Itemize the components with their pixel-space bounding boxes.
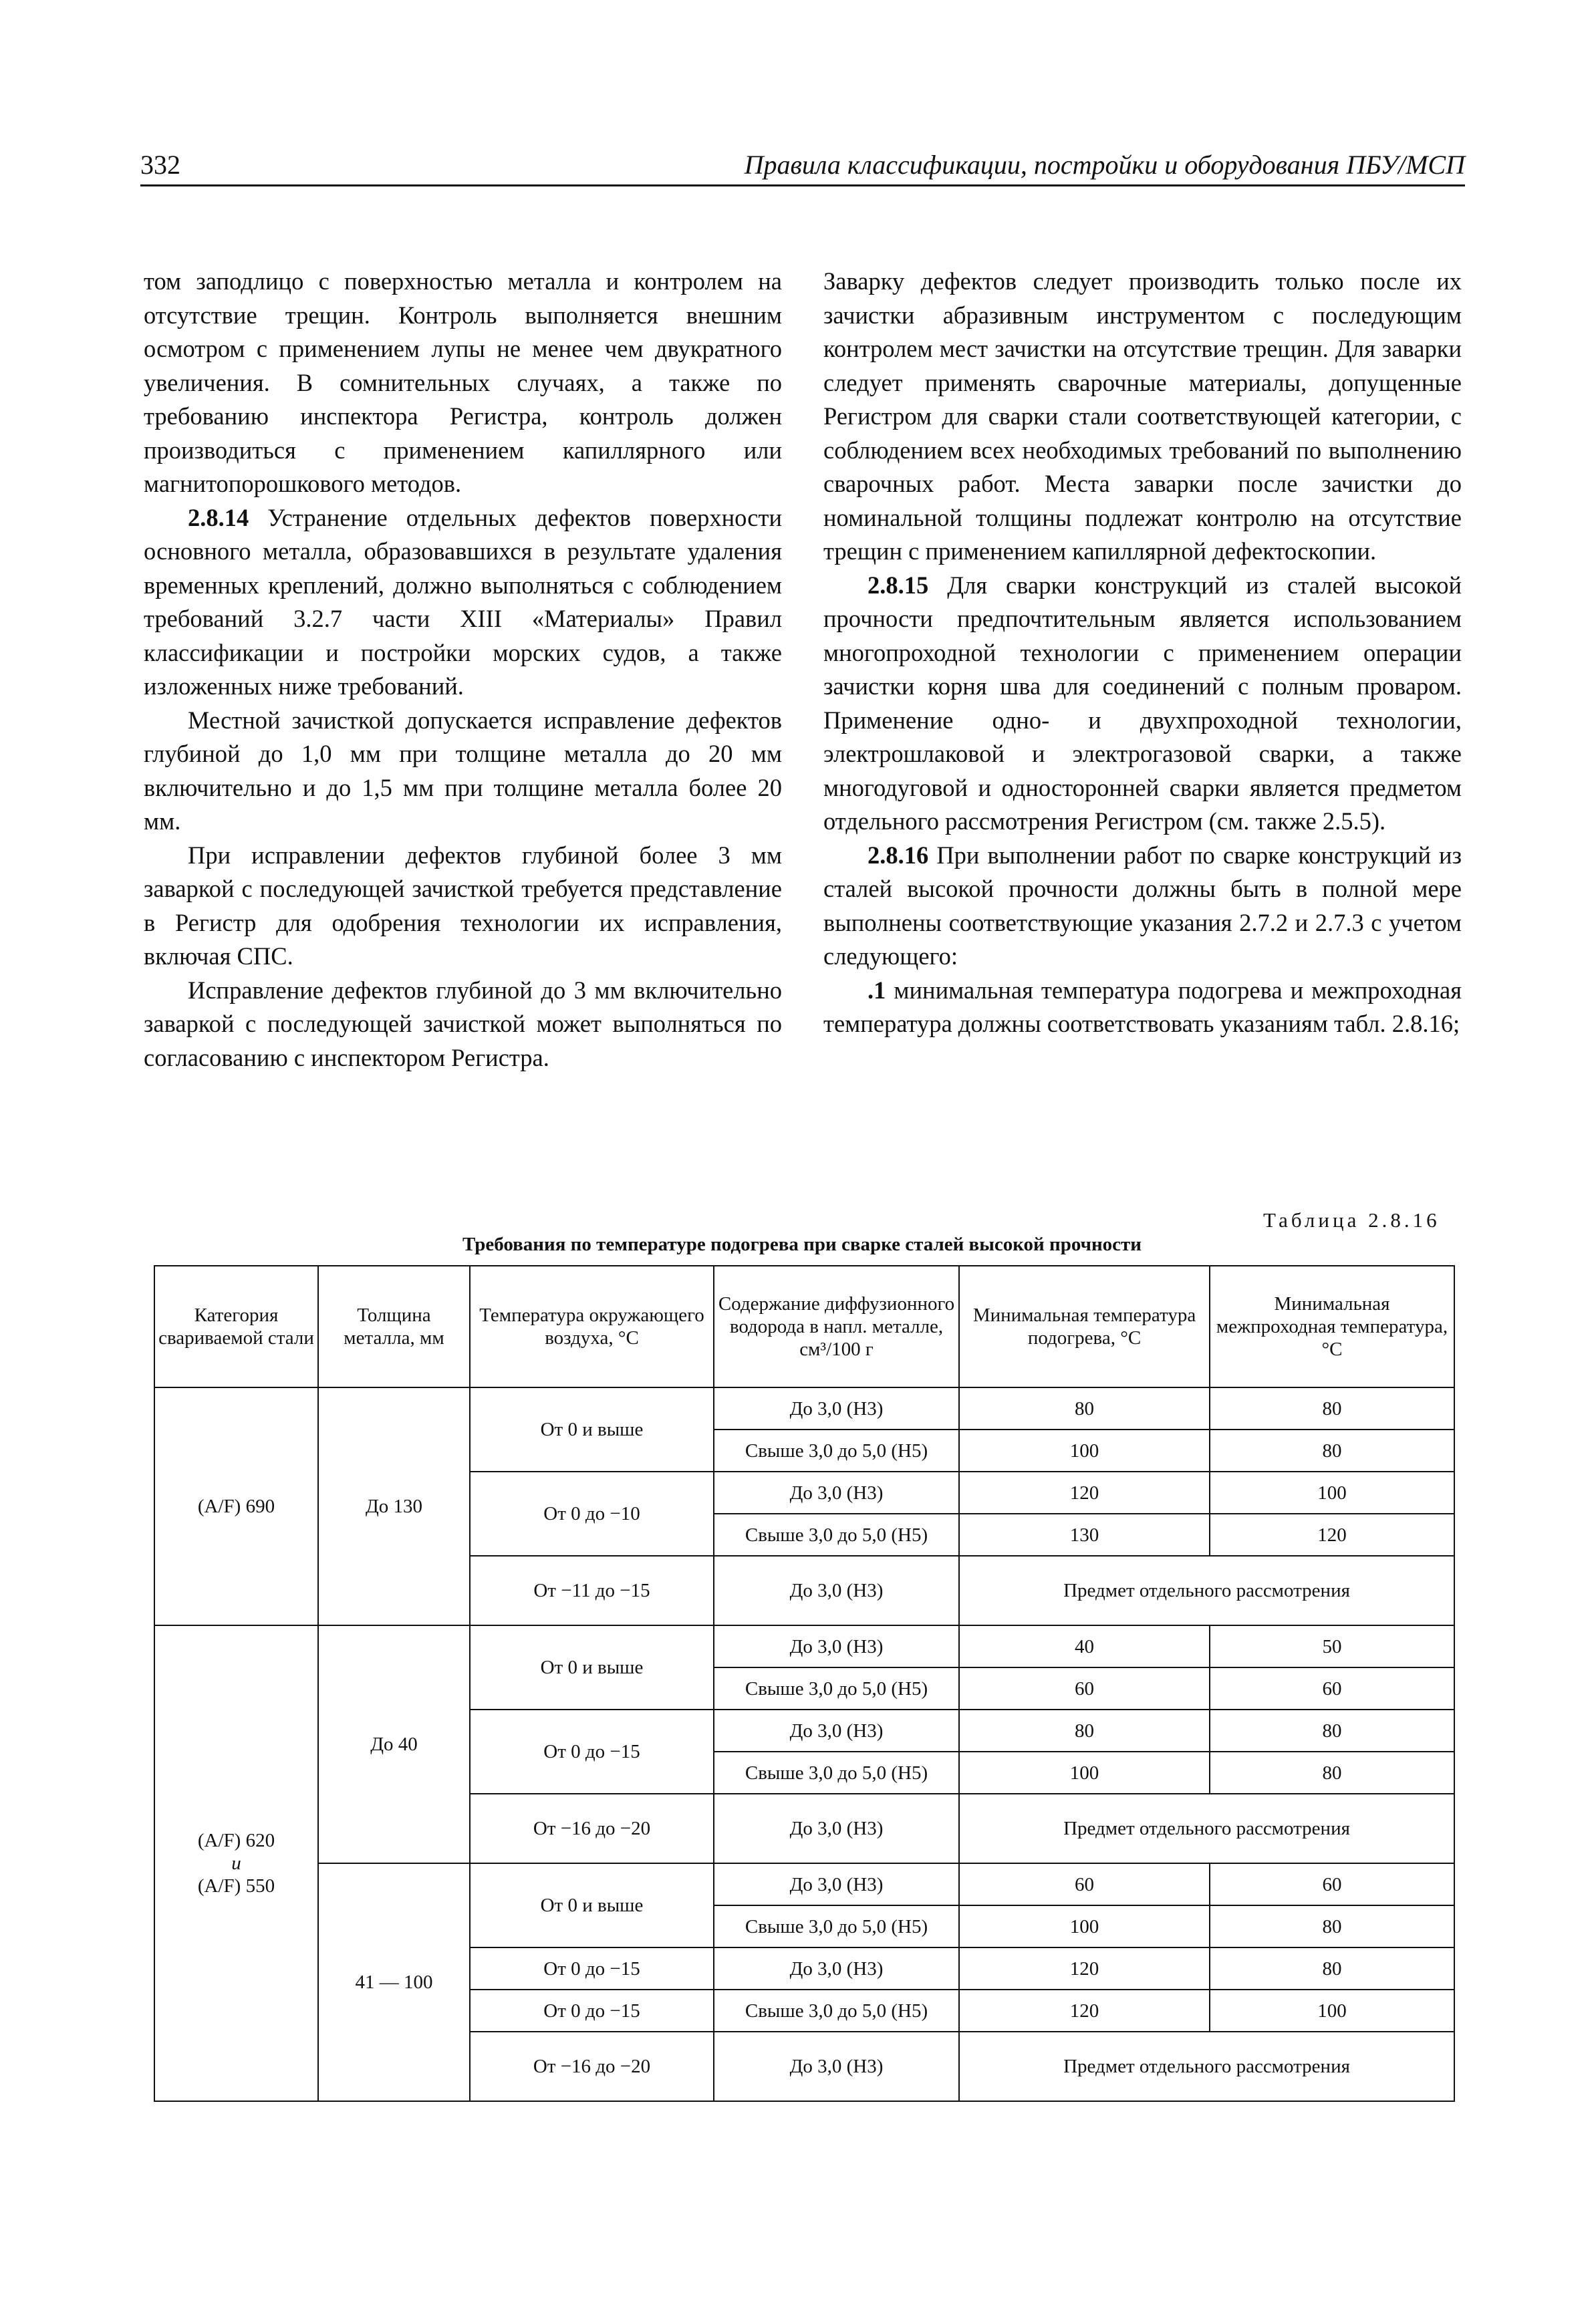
cell-hydrogen: До 3,0 (H3): [714, 2032, 959, 2101]
header-thickness: Толщина металла, мм: [318, 1266, 470, 1387]
item-text: минимальная температура подогрева и межпроходная температура должны соответствовать указаниям табл. 2.8.16;: [823, 976, 1462, 1037]
cell-interpass: 80: [1210, 1430, 1454, 1472]
header-category: Категория свариваемой стали: [154, 1266, 318, 1387]
header-air-temp: Температура окружающего воздуха, °С: [470, 1266, 714, 1387]
cell-preheat: 100: [959, 1905, 1210, 1947]
category-conjunction: и: [231, 1853, 241, 1874]
cell-special: Предмет отдельного рассмотрения: [959, 2032, 1454, 2101]
paragraph: том заподлицо с поверхностью металла и контролем на отсутствие трещин. Контроль выполняется внешним осмотром с применением лупы не менее чем двукратного увеличения. В сомнительных случаях, а также по требованию инспектора Регистра, контроль должен производиться с применением капиллярного или магнитопорошкового методов.: [144, 267, 782, 497]
paragraph: При исправлении дефектов глубиной более 3 мм заваркой с последующей зачисткой требуется представление в Регистр для одобрения технологии их исправления, включая СПС.: [144, 841, 782, 970]
table-row: [154, 1863, 1454, 1905]
cell-hydrogen: До 3,0 (H3): [714, 1556, 959, 1625]
paragraph: Местной зачисткой допускается исправление дефектов глубиной до 1,0 мм при толщине металла до 20 мм включительно и до 1,5 мм при толщине металла более 20 мм.: [144, 706, 782, 835]
cell-hydrogen: Свыше 3,0 до 5,0 (H5): [714, 1430, 959, 1472]
cell-air-temp: От −16 до −20: [470, 1794, 714, 1863]
clause-number: 2.8.15: [868, 571, 929, 599]
cell-preheat: 100: [959, 1752, 1210, 1794]
paragraph: Заварку дефектов следует производить только после их зачистки абразивным инструментом с последующим контролем мест зачистки на отсутствие трещин. Для заварки следует применять сварочные материалы, допущенные Регистром для сварки стали соответствующей категории, с соблюдением всех необходимых требований по выполнению сварочных работ. Места заварки после зачистки до номинальной толщины подлежат контролю на отсутствие трещин с применением капиллярной дефектоскопии.: [823, 267, 1462, 565]
cell-hydrogen: Свыше 3,0 до 5,0 (H5): [714, 1905, 959, 1947]
cell-preheat: 120: [959, 1472, 1210, 1514]
header-hydrogen: Содержание диффузионного водорода в напл. металле, см³/100 г: [714, 1266, 959, 1387]
right-column: [823, 265, 1462, 1041]
cell-air-temp: От −11 до −15: [470, 1556, 714, 1625]
cell-interpass: 100: [1210, 1472, 1454, 1514]
cell-thickness: 41 — 100: [318, 1863, 470, 2101]
cell-interpass: 100: [1210, 1990, 1454, 2032]
cell-air-temp: От 0 до −15: [470, 1710, 714, 1794]
cell-hydrogen: Свыше 3,0 до 5,0 (H5): [714, 1752, 959, 1794]
cell-thickness: До 130: [318, 1387, 470, 1625]
left-column: [144, 265, 782, 1075]
cell-air-temp: От 0 до −10: [470, 1472, 714, 1556]
cell-hydrogen: Свыше 3,0 до 5,0 (H5): [714, 1667, 959, 1710]
paragraph-2-8-14: [144, 501, 782, 704]
table-row: [154, 1625, 1454, 1667]
category-line: (A/F) 620: [197, 1830, 275, 1851]
cell-interpass: 80: [1210, 1905, 1454, 1947]
paragraph-2-8-15: [823, 569, 1462, 839]
cell-preheat: 60: [959, 1667, 1210, 1710]
cell-hydrogen: До 3,0 (H3): [714, 1472, 959, 1514]
cell-air-temp: От −16 до −20: [470, 2032, 714, 2101]
cell-preheat: 80: [959, 1710, 1210, 1752]
cell-thickness: До 40: [318, 1625, 470, 1863]
cell-interpass: 60: [1210, 1863, 1454, 1905]
table-label: Таблица 2.8.16: [1263, 1208, 1440, 1232]
table-row: [154, 1387, 1454, 1430]
clause-text: Для сварки конструкций из сталей высокой прочности предпочтительным является использованием многопроходной технологии с применением операции зачистки корня шва для соединений с полным проваром. Применение одно- и двухпроходной технологии, электрошлаковой и электрогазовой сварки, а также многодуговой и односторонней сварки является предметом отдельного рассмотрения Регистром (см. также 2.5.5).: [823, 571, 1462, 835]
cell-preheat: 120: [959, 1990, 1210, 2032]
cell-preheat: 40: [959, 1625, 1210, 1667]
cell-hydrogen: До 3,0 (H3): [714, 1947, 959, 1990]
clause-number: 2.8.14: [188, 503, 249, 531]
cell-air-temp: От 0 и выше: [470, 1863, 714, 1947]
cell-preheat: 60: [959, 1863, 1210, 1905]
cell-hydrogen: Свыше 3,0 до 5,0 (H5): [714, 1514, 959, 1556]
preheat-table: [154, 1265, 1455, 2102]
running-title: Правила классификации, постройки и оборудования ПБУ/МСП: [744, 150, 1465, 180]
cell-interpass: 120: [1210, 1514, 1454, 1556]
cell-interpass: 60: [1210, 1667, 1454, 1710]
cell-preheat: 100: [959, 1430, 1210, 1472]
paragraph-item-1: [823, 974, 1462, 1041]
cell-special: Предмет отдельного рассмотрения: [959, 1556, 1454, 1625]
paragraph: Исправление дефектов глубиной до 3 мм включительно заваркой с последующей зачисткой может выполняться по согласованию с инспектором Регистра.: [144, 976, 782, 1071]
cell-interpass: 50: [1210, 1625, 1454, 1667]
cell-category: [154, 1625, 318, 2101]
cell-hydrogen: До 3,0 (H3): [714, 1710, 959, 1752]
cell-hydrogen: До 3,0 (H3): [714, 1794, 959, 1863]
cell-preheat: 80: [959, 1387, 1210, 1430]
cell-air-temp: От 0 и выше: [470, 1625, 714, 1710]
clause-text: При выполнении работ по сварке конструкций из сталей высокой прочности должны быть в полной мере выполнены соответствующие указания 2.7.2 и 2.7.3 с учетом следующего:: [823, 841, 1462, 970]
clause-number: 2.8.16: [868, 841, 929, 869]
table-header-row: [154, 1266, 1454, 1387]
cell-interpass: 80: [1210, 1387, 1454, 1430]
cell-hydrogen: До 3,0 (H3): [714, 1387, 959, 1430]
cell-hydrogen: До 3,0 (H3): [714, 1625, 959, 1667]
cell-preheat: 130: [959, 1514, 1210, 1556]
cell-hydrogen: Свыше 3,0 до 5,0 (H5): [714, 1990, 959, 2032]
cell-interpass: 80: [1210, 1752, 1454, 1794]
cell-hydrogen: До 3,0 (H3): [714, 1863, 959, 1905]
category-line: (A/F) 550: [197, 1875, 275, 1897]
item-number: .1: [868, 976, 886, 1004]
cell-air-temp: От 0 и выше: [470, 1387, 714, 1472]
paragraph-2-8-16: [823, 839, 1462, 974]
header-min-interpass: Минимальная межпроходная температура, °С: [1210, 1266, 1454, 1387]
header-min-preheat: Минимальная температура подогрева, °С: [959, 1266, 1210, 1387]
cell-air-temp: От 0 до −15: [470, 1947, 714, 1990]
page-header: [140, 148, 1465, 186]
cell-interpass: 80: [1210, 1947, 1454, 1990]
table-title: Требования по температуре подогрева при сварке сталей высокой прочности: [462, 1234, 1142, 1255]
clause-text: Устранение отдельных дефектов поверхности основного металла, образовавшихся в результате удаления временных креплений, должно выполняться с соблюдением требований 3.2.7 части XIII «Материалы» Правил классификации и постройки морских судов, а также изложенных ниже требований.: [144, 503, 782, 700]
page-number: 332: [140, 150, 180, 180]
cell-interpass: 80: [1210, 1710, 1454, 1752]
cell-air-temp: От 0 до −15: [470, 1990, 714, 2032]
cell-category: (A/F) 690: [154, 1387, 318, 1625]
cell-special: Предмет отдельного рассмотрения: [959, 1794, 1454, 1863]
cell-preheat: 120: [959, 1947, 1210, 1990]
